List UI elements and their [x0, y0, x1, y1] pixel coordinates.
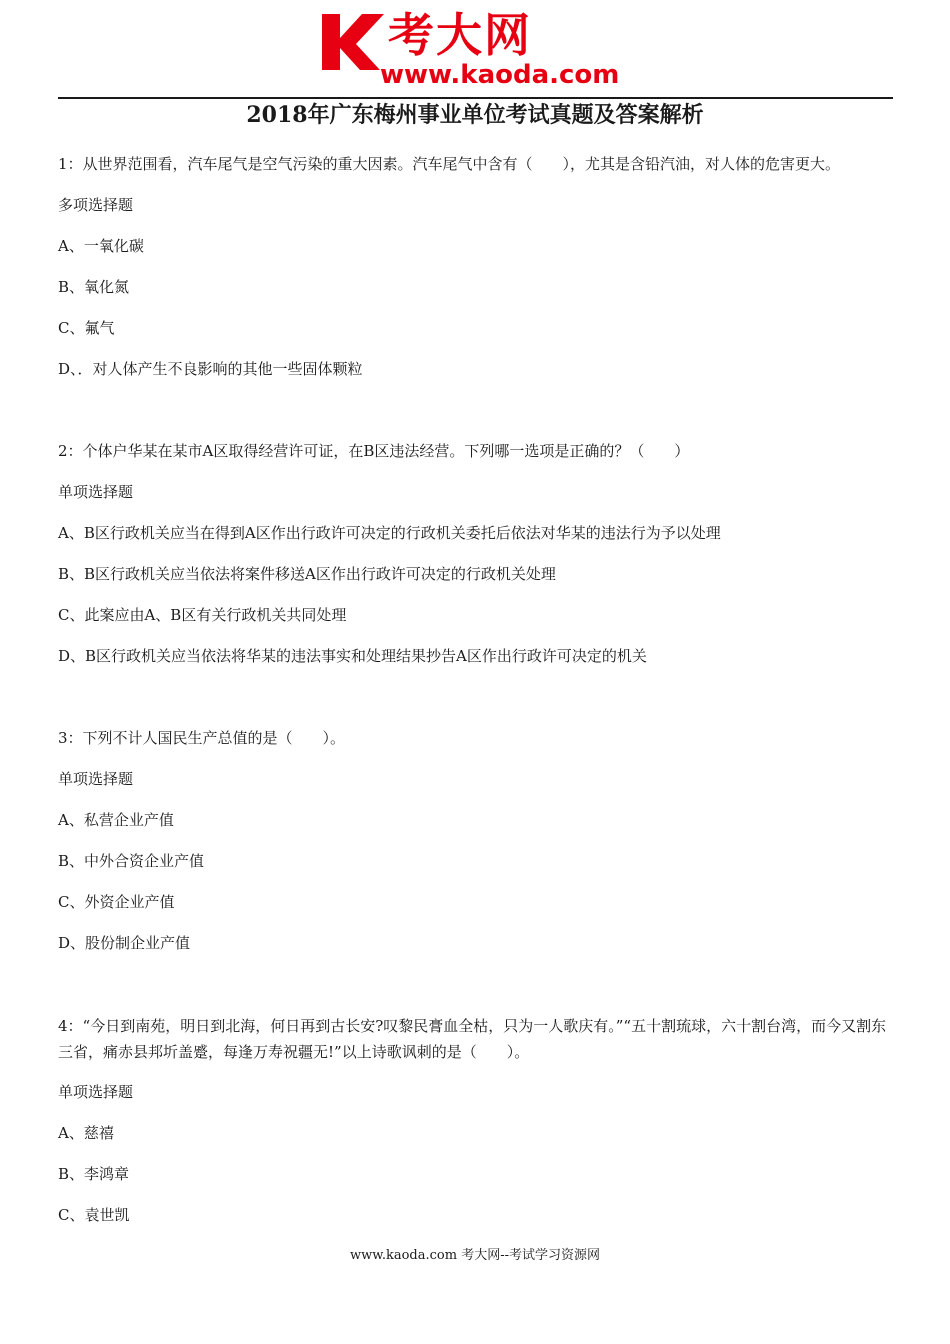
spacer — [58, 398, 898, 439]
option-a[interactable]: A、一氧化碳 — [58, 237, 144, 255]
question-2 — [58, 439, 898, 668]
option-b[interactable]: B、B区行政机关应当依法将案件移送A区作出行政许可决定的行政机关处理 — [58, 565, 556, 583]
question-type: 多项选择题 — [58, 196, 134, 214]
question-text: 4：“今日到南苑，明日到北海，何日再到古长安?叹黎民膏血全枯，只为一人歌庆有。”“五十割琉球，六十割台湾，而今又割东三省，痛赤县邦圻盖蹙，每逢万寿祝疆无!”以上诗歌讽刺的是（ ）。 — [58, 1017, 887, 1061]
option-a[interactable]: A、B区行政机关应当在得到A区作出行政许可决定的行政机关委托后依法对华某的违法行为予以处理 — [58, 524, 721, 542]
option-d[interactable]: D、B区行政机关应当依法将华某的违法事实和处理结果抄告A区作出行政许可决定的机关 — [58, 647, 647, 665]
question-text: 3：下列不计人国民生产总值的是（ ）。 — [58, 729, 346, 747]
question-4 — [58, 1013, 898, 1227]
spacer — [58, 685, 898, 726]
option-b[interactable]: B、李鸿章 — [58, 1165, 130, 1183]
option-c[interactable]: C、外资企业产值 — [58, 893, 175, 911]
spacer — [58, 972, 898, 1013]
option-b[interactable]: B、氧化氮 — [58, 278, 130, 296]
option-c[interactable]: C、袁世凯 — [58, 1206, 130, 1224]
question-text: 2：个体户华某在某市A区取得经营许可证，在B区违法经营。下列哪一选项是正确的？（ ） — [58, 442, 690, 460]
option-d[interactable]: D、．对人体产生不良影响的其他一些固体颗粒 — [58, 360, 363, 378]
site-logo[interactable] — [318, 8, 648, 92]
logo-url: www.kaoda.com — [380, 60, 620, 90]
logo-text: 考大网 — [388, 8, 532, 62]
question-type: 单项选择题 — [58, 483, 134, 501]
header-divider — [58, 97, 893, 99]
option-b[interactable]: B、中外合资企业产值 — [58, 852, 205, 870]
page-title: 2018年广东梅州事业单位考试真题及答案解析 — [246, 102, 704, 128]
option-c[interactable]: C、氟气 — [58, 319, 115, 337]
question-list — [58, 152, 898, 1244]
question-text: 1：从世界范围看，汽车尾气是空气污染的重大因素。汽车尾气中含有（ ），尤其是含铅汽油，对人体的危害更大。 — [58, 155, 841, 173]
question-type: 单项选择题 — [58, 1083, 134, 1101]
question-1 — [58, 152, 898, 381]
question-3 — [58, 726, 898, 955]
option-c[interactable]: C、此案应由A、B区有关行政机关共同处理 — [58, 606, 347, 624]
question-type: 单项选择题 — [58, 770, 134, 788]
option-a[interactable]: A、私营企业产值 — [58, 811, 174, 829]
option-d[interactable]: D、股份制企业产值 — [58, 934, 191, 952]
logo-k-icon — [318, 8, 388, 78]
page-footer: www.kaoda.com 考大网--考试学习资源网 — [350, 1248, 600, 1263]
option-a[interactable]: A、慈禧 — [58, 1124, 114, 1142]
